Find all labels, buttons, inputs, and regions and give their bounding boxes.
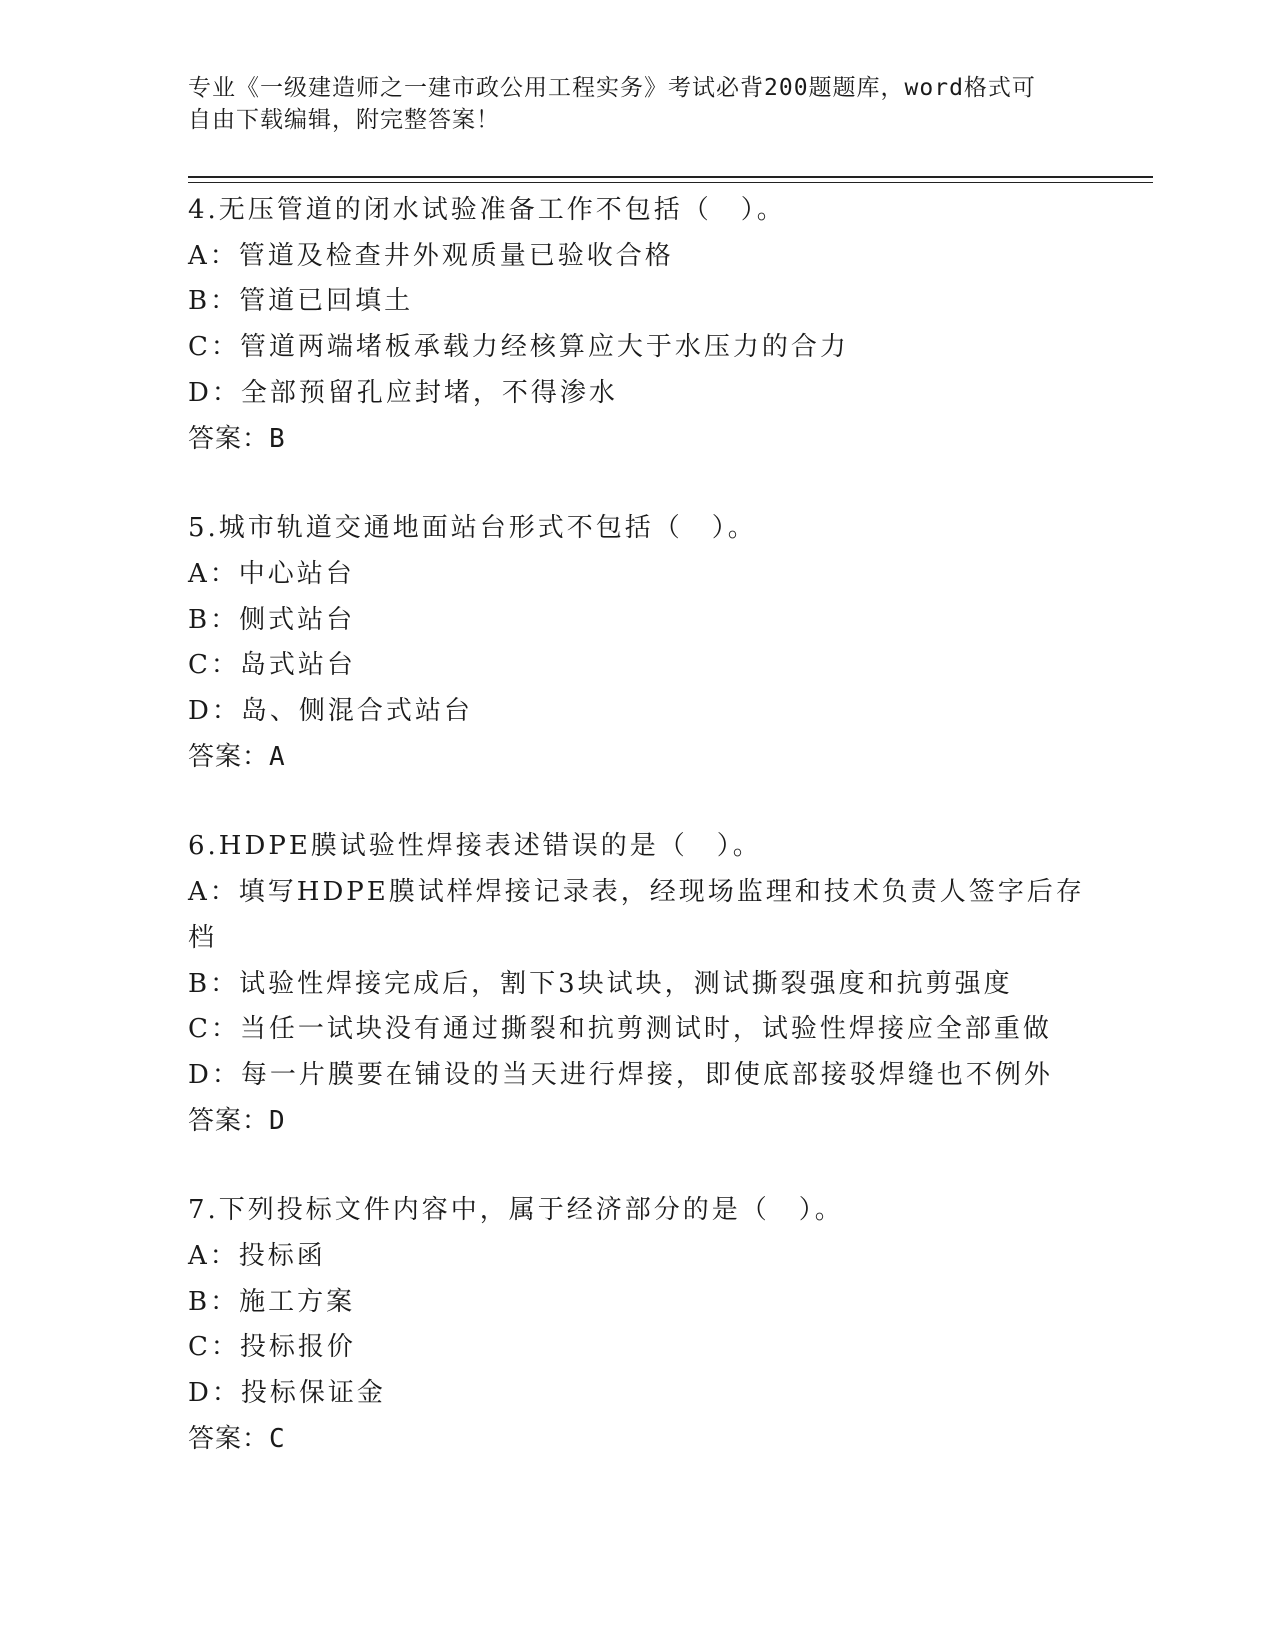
option-c: C：投标报价 [188, 1332, 356, 1363]
header-divider-thin [188, 182, 1153, 183]
option-a: A：中心站台 [188, 558, 355, 589]
question-stem: 7.下列投标文件内容中，属于经济部分的是（ ）。 [188, 1195, 844, 1226]
answer-label: 答案：C [188, 1423, 286, 1454]
answer-label: 答案：B [188, 423, 286, 454]
option-c: C：岛式站台 [188, 650, 356, 681]
option-d: D：全部预留孔应封堵，不得渗水 [188, 377, 618, 408]
option-b: B：管道已回填土 [188, 286, 414, 317]
option-c: C：当任一试块没有通过撕裂和抗剪测试时，试验性焊接应全部重做 [188, 1014, 1052, 1045]
question-list [188, 188, 1088, 1507]
option-d: D：每一片膜要在铺设的当天进行焊接，即使底部接驳焊缝也不例外 [188, 1059, 1053, 1090]
question-stem: 5.城市轨道交通地面站台形式不包括（ ）。 [188, 513, 757, 544]
option-d: D：岛、侧混合式站台 [188, 696, 473, 727]
option-b: B：试验性焊接完成后，割下3块试块，测试撕裂强度和抗剪强度 [188, 968, 1013, 999]
header-line-1: 专业《一级建造师之一建市政公用工程实务》考试必背200题题库，word格式可 [188, 75, 1036, 101]
option-d: D：投标保证金 [188, 1378, 386, 1409]
question-stem: 6.HDPE膜试验性焊接表述错误的是（ ）。 [188, 831, 762, 862]
question-4 [188, 188, 1088, 462]
document-header [188, 72, 1088, 136]
option-a: A：填写HDPE膜试样焊接记录表，经现场监理和技术负责人签字后存档 [188, 877, 1085, 953]
question-stem: 4.无压管道的闭水试验准备工作不包括（ ）。 [188, 195, 786, 225]
option-c: C：管道两端堵板承载力经核算应大于水压力的合力 [188, 332, 849, 363]
option-a: A：投标函 [188, 1241, 326, 1272]
option-b: B：侧式站台 [188, 604, 356, 635]
option-a: A：管道及检查井外观质量已验收合格 [188, 240, 674, 271]
option-b: B：施工方案 [188, 1286, 356, 1317]
header-line-2: 自由下载编辑，附完整答案！ [188, 107, 500, 133]
question-6 [188, 824, 1088, 1144]
question-5 [188, 506, 1088, 780]
header-divider-thick [188, 176, 1153, 178]
answer-label: 答案：A [188, 741, 286, 772]
question-7 [188, 1188, 1088, 1462]
answer-label: 答案：D [188, 1105, 286, 1136]
